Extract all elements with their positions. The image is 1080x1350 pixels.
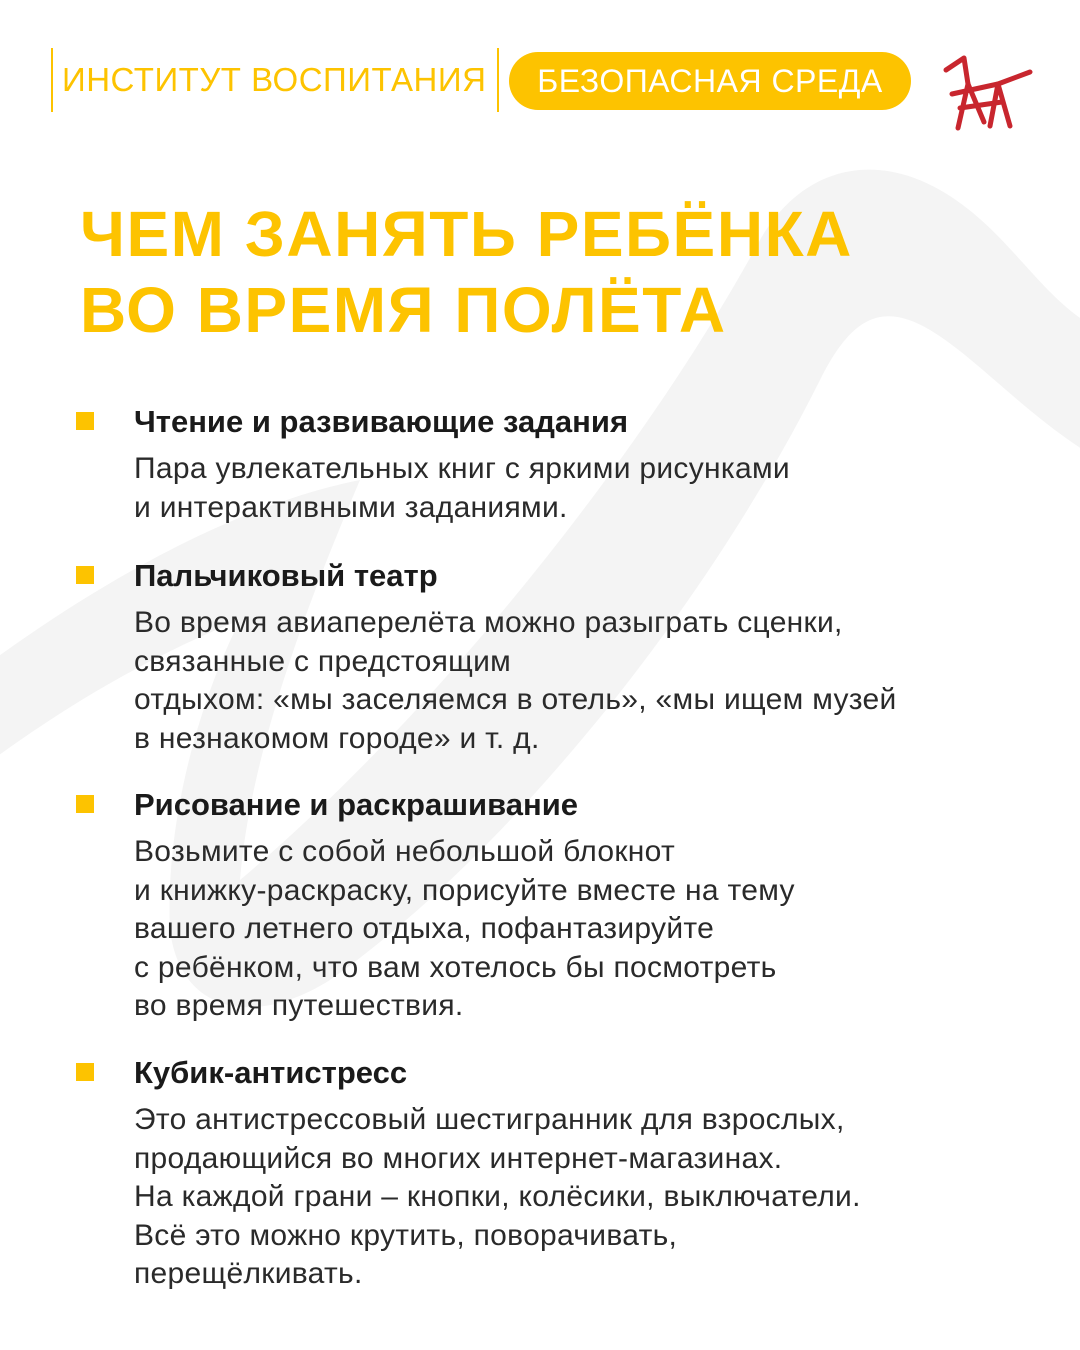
- item-line: перещёлкивать.: [134, 1257, 363, 1290]
- bullet-square-icon: [76, 566, 94, 584]
- item-line: связанные с предстоящим: [134, 644, 512, 678]
- item-line: и интерактивными заданиями.: [134, 490, 568, 524]
- item-description: [134, 604, 897, 758]
- bullet-square-icon: [76, 1063, 94, 1081]
- item-line: в незнакомом городе» и т. д.: [134, 721, 540, 755]
- project-badge: БЕЗОПАСНАЯ СРЕДА: [509, 52, 911, 110]
- item-line: Возьмите с собой небольшой блокнот: [134, 835, 675, 868]
- item-line: Всё это можно крутить, поворачивать,: [134, 1218, 678, 1252]
- bullet-square-icon: [76, 412, 94, 430]
- item-line: с ребёнком, что вам хотелось бы посмотреть: [134, 950, 777, 984]
- item-line: вашего летнего отдыха, пофантазируйте: [134, 912, 715, 945]
- item-description: [134, 450, 790, 527]
- item-line: Пара увлекательных книг с яркими рисунками: [134, 452, 790, 485]
- item-title: Чтение и развивающие задания: [134, 404, 629, 439]
- item-description: [134, 833, 795, 1026]
- item-title: Кубик-антистресс: [134, 1055, 408, 1090]
- item-line: отдыхом: «мы заселяемся в отель», «мы ищем музей: [134, 683, 897, 716]
- item-line: На каждой грани – кнопки, колёсики, выключатели.: [134, 1180, 861, 1213]
- item-title: Рисование и раскрашивание: [134, 787, 579, 822]
- item-title: Пальчиковый театр: [134, 558, 438, 593]
- item-line: и книжку-раскраску, порисуйте вместе на тему: [134, 873, 795, 907]
- item-line: продающийся во многих интернет-магазинах.: [134, 1141, 783, 1175]
- item-line: во время путешествия.: [134, 989, 464, 1022]
- org-name: ИНСТИТУТ ВОСПИТАНИЯ: [62, 61, 487, 98]
- item-line: Это антистрессовый шестигранник для взрослых,: [134, 1103, 845, 1136]
- title-line: ЧЕМ ЗАНЯТЬ РЕБЁНКА: [80, 198, 853, 270]
- bullet-square-icon: [76, 795, 94, 813]
- title-line: ВО ВРЕМЯ ПОЛЁТА: [80, 274, 727, 346]
- item-line: Во время авиаперелёта можно разыграть сценки,: [134, 606, 843, 639]
- item-description: [134, 1101, 861, 1294]
